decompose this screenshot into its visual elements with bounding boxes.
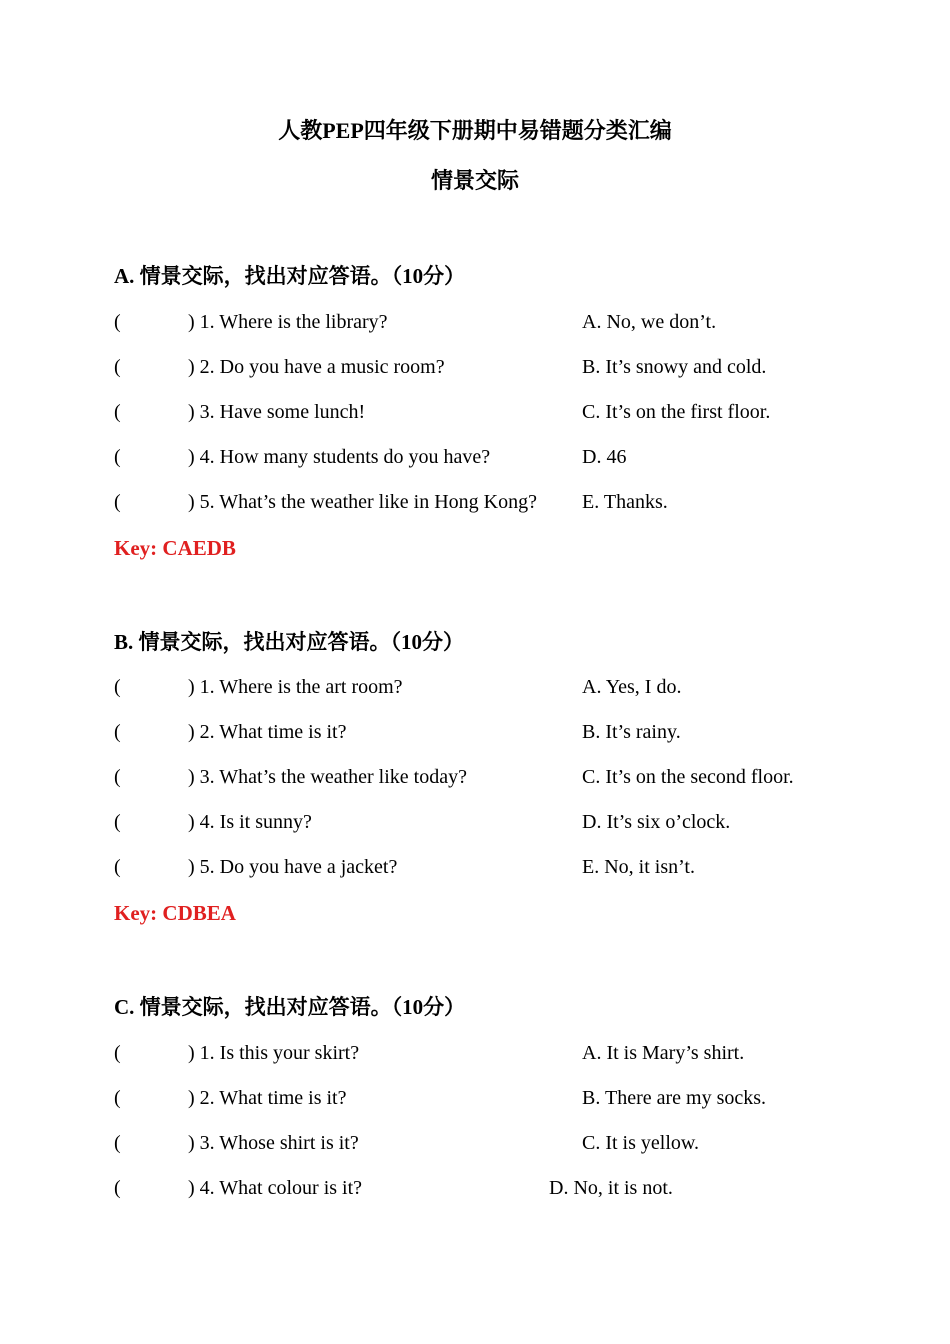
- answer-option: B. There are my socks.: [582, 1087, 767, 1109]
- question-text: ) 1. Where is the library?: [188, 311, 388, 333]
- question-row: [114, 811, 894, 841]
- question-row: [114, 1132, 894, 1162]
- paren-open: (: [114, 1087, 121, 1109]
- paren-open: (: [114, 1132, 121, 1154]
- document-subtitle: 情景交际: [430, 168, 519, 193]
- question-row: [114, 856, 894, 886]
- question-text: ) 2. What time is it?: [188, 1087, 347, 1109]
- answer-option: E. Thanks.: [582, 491, 668, 513]
- answer-key: Key: CAEDB: [114, 536, 236, 560]
- answer-option: A. It is Mary’s shirt.: [582, 1042, 745, 1064]
- question-text: ) 1. Is this your skirt?: [188, 1042, 360, 1064]
- question-row: [114, 676, 894, 706]
- question-row: [114, 446, 894, 476]
- section-a-heading: A. 情景交际，找出对应答语。（10分）: [114, 264, 466, 288]
- question-row: [114, 356, 894, 386]
- answer-option: E. No, it isn’t.: [582, 856, 695, 878]
- answer-option: D. No, it is not.: [549, 1177, 673, 1199]
- answer-option: C. It’s on the second floor.: [582, 766, 794, 788]
- paren-open: (: [114, 311, 121, 333]
- answer-option: B. It’s snowy and cold.: [582, 356, 767, 378]
- paren-open: (: [114, 811, 121, 833]
- question-text: ) 3. What’s the weather like today?: [188, 766, 467, 788]
- paren-open: (: [114, 1042, 121, 1064]
- question-text: ) 4. Is it sunny?: [188, 811, 312, 833]
- question-text: ) 3. Have some lunch!: [188, 401, 366, 423]
- question-text: ) 2. What time is it?: [188, 721, 347, 743]
- question-text: ) 4. What colour is it?: [188, 1177, 363, 1199]
- answer-option: B. It’s rainy.: [582, 721, 681, 743]
- answer-option: A. Yes, I do.: [582, 676, 682, 698]
- question-row: [114, 1087, 894, 1117]
- document-title: 人教PEP四年级下册期中易错题分类汇编: [278, 118, 672, 143]
- question-text: ) 2. Do you have a music room?: [188, 356, 445, 378]
- paren-open: (: [114, 446, 121, 468]
- paren-open: (: [114, 491, 121, 513]
- question-row: [114, 721, 894, 751]
- question-row: [114, 1042, 894, 1072]
- section-c-heading: C. 情景交际，找出对应答语。（10分）: [114, 995, 466, 1019]
- paren-open: (: [114, 676, 121, 698]
- question-text: ) 5. What’s the weather like in Hong Kong?: [188, 491, 537, 513]
- question-row: [114, 401, 894, 431]
- paren-open: (: [114, 356, 121, 378]
- question-row: [114, 311, 894, 341]
- question-row: [114, 1177, 894, 1207]
- question-text: ) 4. How many students do you have?: [188, 446, 491, 468]
- answer-option: C. It’s on the first floor.: [582, 401, 771, 423]
- answer-option: D. It’s six o’clock.: [582, 811, 731, 833]
- answer-option: A. No, we don’t.: [582, 311, 717, 333]
- paren-open: (: [114, 721, 121, 743]
- paren-open: (: [114, 401, 121, 423]
- question-row: [114, 491, 894, 521]
- question-row: [114, 766, 894, 796]
- question-text: ) 5. Do you have a jacket?: [188, 856, 398, 878]
- answer-option: D. 46: [582, 446, 627, 468]
- paren-open: (: [114, 1177, 121, 1199]
- answer-option: C. It is yellow.: [582, 1132, 700, 1154]
- section-b-heading: B. 情景交际，找出对应答语。（10分）: [114, 630, 465, 654]
- question-text: ) 3. Whose shirt is it?: [188, 1132, 359, 1154]
- question-text: ) 1. Where is the art room?: [188, 676, 403, 698]
- paren-open: (: [114, 856, 121, 878]
- answer-key: Key: CDBEA: [114, 901, 236, 925]
- paren-open: (: [114, 766, 121, 788]
